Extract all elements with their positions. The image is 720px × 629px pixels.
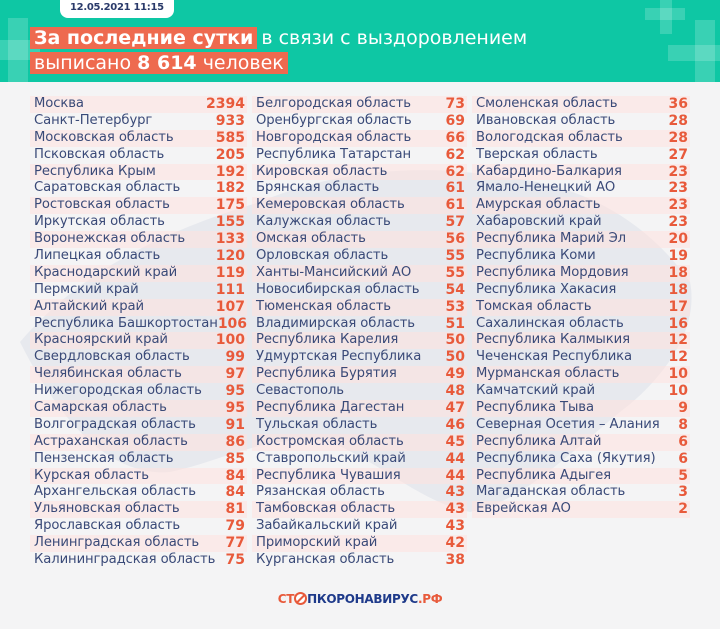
- recovered-count: 107: [215, 298, 245, 315]
- region-row: [30, 332, 247, 349]
- region-name: Курганская область: [256, 552, 395, 568]
- recovered-count: 38: [445, 552, 465, 569]
- region-row: [472, 130, 690, 147]
- recovered-count: 182: [215, 180, 245, 197]
- recovered-count: 27: [668, 146, 688, 163]
- region-row: [472, 468, 690, 485]
- region-name: Республика Хакасия: [476, 281, 617, 297]
- region-name: Республика Бурятия: [256, 366, 397, 382]
- recovered-count: 91: [225, 416, 245, 433]
- region-name: Чеченская Республика: [476, 349, 633, 365]
- region-row: [472, 180, 690, 197]
- plus-decoration-icon: [645, 8, 685, 20]
- recovered-count: 61: [445, 197, 465, 214]
- region-row: [472, 383, 690, 400]
- region-row: [472, 231, 690, 248]
- region-name: Ростовская область: [34, 197, 170, 213]
- recovered-count: 77: [225, 535, 245, 552]
- region-row: [472, 282, 690, 299]
- region-row: [252, 96, 467, 113]
- recovered-count: 50: [445, 349, 465, 366]
- region-row: [252, 316, 467, 333]
- region-row: [30, 451, 247, 468]
- region-row: [252, 501, 467, 518]
- region-name: Еврейская АО: [476, 501, 571, 517]
- region-name: Омская область: [256, 231, 366, 247]
- header-banner: [0, 0, 720, 82]
- region-row: [252, 518, 467, 535]
- recovered-count: 44: [445, 467, 465, 484]
- region-name: Республика Татарстан: [256, 146, 412, 162]
- region-name: Волгоградская область: [34, 416, 196, 432]
- region-name: Смоленская область: [476, 96, 618, 111]
- recovered-count: 100: [215, 332, 245, 349]
- recovered-count: 28: [668, 129, 688, 146]
- recovered-count: 85: [225, 450, 245, 467]
- region-name: Астраханская область: [34, 433, 188, 449]
- recovered-count: 56: [445, 231, 465, 248]
- region-row: [30, 113, 247, 130]
- region-name: Магаданская область: [476, 484, 626, 500]
- region-name: Республика Саха (Якутия): [476, 450, 656, 466]
- region-name: Московская область: [34, 129, 174, 145]
- recovered-count: 62: [445, 146, 465, 163]
- region-name: Рязанская область: [256, 484, 385, 500]
- region-name: Калужская область: [256, 214, 391, 230]
- footer-logo: [0, 592, 720, 606]
- title-rest: в связи с выздоровлением: [261, 27, 528, 49]
- recovered-count: 95: [225, 400, 245, 417]
- region-name: Санкт-Петербург: [34, 112, 153, 128]
- recovered-count: 23: [668, 197, 688, 214]
- region-row: [30, 434, 247, 451]
- region-name: Ханты-Мансийский АО: [256, 264, 412, 280]
- region-column-1: [30, 96, 247, 569]
- region-row: [252, 113, 467, 130]
- region-row: [252, 484, 467, 501]
- region-name: Костромская область: [256, 433, 404, 449]
- recovered-count: 19: [668, 248, 688, 265]
- region-name: Нижегородская область: [34, 383, 202, 399]
- region-row: [472, 417, 690, 434]
- region-row: [252, 147, 467, 164]
- recovered-count: 86: [225, 433, 245, 450]
- region-row: [252, 197, 467, 214]
- recovered-count: 28: [668, 112, 688, 129]
- recovered-count: 119: [215, 264, 245, 281]
- region-column-2: [252, 96, 467, 569]
- region-row: [252, 214, 467, 231]
- region-name: Сахалинская область: [476, 315, 624, 331]
- recovered-count: 42: [445, 535, 465, 552]
- region-row: [472, 147, 690, 164]
- region-row: [472, 349, 690, 366]
- recovered-count: 6: [678, 433, 688, 450]
- recovered-count: 62: [445, 163, 465, 180]
- region-row: [472, 299, 690, 316]
- region-name: Кемеровская область: [256, 197, 405, 213]
- region-name: Республика Коми: [476, 248, 596, 264]
- region-name: Брянская область: [256, 180, 380, 196]
- region-name: Свердловская область: [34, 349, 190, 365]
- region-name: Пензенская область: [34, 450, 174, 466]
- region-row: [252, 434, 467, 451]
- virus-stop-icon: [294, 592, 307, 605]
- recovered-count: 57: [445, 214, 465, 231]
- recovered-count: 50: [445, 332, 465, 349]
- recovered-count: 69: [445, 112, 465, 129]
- region-row: [30, 214, 247, 231]
- region-row: [30, 518, 247, 535]
- region-row: [252, 400, 467, 417]
- region-name: Новгородская область: [256, 129, 412, 145]
- recovered-count: 84: [225, 467, 245, 484]
- recovered-count: 12: [668, 332, 688, 349]
- region-name: Кабардино-Балкария: [476, 163, 622, 179]
- region-row: [472, 96, 690, 113]
- recovered-count: 175: [215, 197, 245, 214]
- region-row: [30, 468, 247, 485]
- region-row: [472, 434, 690, 451]
- region-row: [472, 248, 690, 265]
- region-row: [252, 282, 467, 299]
- recovered-count: 585: [215, 129, 245, 146]
- recovered-count: 49: [445, 366, 465, 383]
- recovered-count: 18: [668, 264, 688, 281]
- region-row: [30, 366, 247, 383]
- recovered-count: 75: [225, 552, 245, 569]
- region-name: Приморский край: [256, 535, 378, 551]
- region-row: [30, 231, 247, 248]
- recovered-count: 43: [445, 484, 465, 501]
- region-name: Тамбовская область: [256, 501, 396, 517]
- region-row: [30, 552, 247, 569]
- region-name: Удмуртская Республика: [256, 349, 422, 365]
- region-name: Иркутская область: [34, 214, 165, 230]
- recovered-count: 18: [668, 281, 688, 298]
- region-row: [252, 248, 467, 265]
- region-row: [472, 484, 690, 501]
- recovered-count: 120: [215, 248, 245, 265]
- region-row: [30, 265, 247, 282]
- recovered-count: 2394: [206, 96, 245, 112]
- region-row: [252, 164, 467, 181]
- region-row: [252, 366, 467, 383]
- region-name: Республика Калмыкия: [476, 332, 630, 348]
- recovered-count: 17: [668, 298, 688, 315]
- region-name: Ивановская область: [476, 112, 616, 128]
- region-name: Архангельская область: [34, 484, 196, 500]
- recovered-count: 133: [215, 231, 245, 248]
- region-row: [252, 468, 467, 485]
- region-row: [472, 316, 690, 333]
- recovered-count: 44: [445, 450, 465, 467]
- region-name: Белгородская область: [256, 96, 411, 111]
- recovered-count: 97: [225, 366, 245, 383]
- region-row: [30, 349, 247, 366]
- recovered-count: 43: [445, 501, 465, 518]
- region-row: [30, 147, 247, 164]
- recovered-count: 2: [678, 501, 688, 518]
- recovered-count: 12: [668, 349, 688, 366]
- recovered-count: 933: [215, 112, 245, 129]
- recovered-count: 66: [445, 129, 465, 146]
- region-name: Орловская область: [256, 248, 389, 264]
- region-name: Псковская область: [34, 146, 165, 162]
- region-row: [30, 417, 247, 434]
- region-row: [252, 349, 467, 366]
- title-suffix: человек: [202, 52, 284, 74]
- recovered-count: 23: [668, 180, 688, 197]
- region-row: [252, 535, 467, 552]
- recovered-count: 10: [668, 383, 688, 400]
- region-name: Севастополь: [256, 383, 344, 399]
- region-name: Ярославская область: [34, 518, 181, 534]
- title-line-2: [30, 50, 288, 76]
- region-row: [30, 484, 247, 501]
- logo-main: ПКОРОНАВИРУС: [307, 592, 418, 606]
- region-row: [30, 299, 247, 316]
- recovered-count: 6: [678, 450, 688, 467]
- plus-decoration-icon: [668, 45, 720, 61]
- title-prefix: выписано: [34, 52, 132, 74]
- recovered-count: 43: [445, 518, 465, 535]
- region-name: Республика Чувашия: [256, 467, 401, 483]
- region-row: [252, 383, 467, 400]
- region-name: Алтайский край: [34, 298, 144, 314]
- region-name: Тюменская область: [256, 298, 391, 314]
- region-name: Челябинская область: [34, 366, 182, 382]
- region-name: Ставропольский край: [256, 450, 406, 466]
- region-row: [472, 164, 690, 181]
- recovered-count: 8: [678, 416, 688, 433]
- recovered-count: 73: [445, 96, 465, 112]
- region-row: [30, 248, 247, 265]
- region-name: Республика Марий Эл: [476, 231, 627, 247]
- recovered-count: 55: [445, 248, 465, 265]
- date-badge: 12.05.2021 11:15: [60, 0, 174, 18]
- region-name: Новосибирская область: [256, 281, 420, 297]
- region-row: [252, 417, 467, 434]
- total-count: 8 614: [137, 52, 197, 74]
- region-name: Курская область: [34, 467, 149, 483]
- region-name: Республика Крым: [34, 163, 156, 179]
- region-row: [252, 180, 467, 197]
- recovered-count: 192: [215, 163, 245, 180]
- region-name: Амурская область: [476, 197, 601, 213]
- region-name: Оренбургская область: [256, 112, 412, 128]
- region-name: Ленинградская область: [34, 535, 200, 551]
- recovered-count: 36: [668, 96, 688, 112]
- recovered-count: 47: [445, 400, 465, 417]
- recovered-count: 81: [225, 501, 245, 518]
- recovered-count: 48: [445, 383, 465, 400]
- region-name: Саратовская область: [34, 180, 181, 196]
- region-row: [472, 501, 690, 518]
- region-name: Красноярский край: [34, 332, 168, 348]
- region-name: Республика Карелия: [256, 332, 399, 348]
- region-name: Забайкальский край: [256, 518, 398, 534]
- region-row: [472, 197, 690, 214]
- region-row: [30, 282, 247, 299]
- region-column-3: [472, 96, 690, 518]
- recovered-count: 84: [225, 484, 245, 501]
- region-row: [252, 552, 467, 569]
- recovered-count: 155: [215, 214, 245, 231]
- recovered-count: 55: [445, 264, 465, 281]
- region-row: [472, 265, 690, 282]
- region-name: Кировская область: [256, 163, 388, 179]
- region-row: [472, 451, 690, 468]
- recovered-count: 99: [225, 349, 245, 366]
- region-row: [252, 130, 467, 147]
- recovered-count: 16: [668, 315, 688, 332]
- region-row: [30, 164, 247, 181]
- region-name: Москва: [34, 96, 84, 111]
- region-name: Ямало-Ненецкий АО: [476, 180, 616, 196]
- region-row: [472, 400, 690, 417]
- recovered-count: 205: [215, 146, 245, 163]
- region-name: Тульская область: [256, 416, 378, 432]
- recovered-count: 95: [225, 383, 245, 400]
- logo-prefix: СТ: [277, 592, 295, 606]
- recovered-count: 54: [445, 281, 465, 298]
- recovered-count: 79: [225, 518, 245, 535]
- recovered-count: 10: [668, 366, 688, 383]
- region-row: [30, 501, 247, 518]
- region-row: [252, 299, 467, 316]
- region-row: [472, 366, 690, 383]
- region-name: Республика Адыгея: [476, 467, 611, 483]
- recovered-count: 5: [678, 467, 688, 484]
- region-row: [30, 130, 247, 147]
- region-name: Краснодарский край: [34, 264, 178, 280]
- recovered-count: 45: [445, 433, 465, 450]
- region-row: [252, 332, 467, 349]
- region-name: Калининградская область: [34, 552, 216, 568]
- region-row: [472, 214, 690, 231]
- recovered-count: 46: [445, 416, 465, 433]
- region-name: Республика Мордовия: [476, 264, 629, 280]
- title-line-1: [30, 25, 527, 51]
- region-row: [252, 231, 467, 248]
- logo-suffix: .РФ: [417, 592, 443, 606]
- region-name: Вологодская область: [476, 129, 623, 145]
- region-name: Пермский край: [34, 281, 139, 297]
- recovered-count: 9: [678, 400, 688, 417]
- recovered-count: 61: [445, 180, 465, 197]
- region-name: Республика Дагестан: [256, 400, 405, 416]
- region-name: Владимирская область: [256, 315, 415, 331]
- region-row: [30, 400, 247, 417]
- region-name: Липецкая область: [34, 248, 161, 264]
- region-name: Камчатский край: [476, 383, 595, 399]
- recovered-count: 23: [668, 214, 688, 231]
- region-row: [252, 451, 467, 468]
- region-row: [252, 265, 467, 282]
- region-row: [30, 316, 247, 333]
- region-name: Республика Алтай: [476, 433, 602, 449]
- title-highlight: За последние сутки: [34, 27, 254, 49]
- recovered-count: 53: [445, 298, 465, 315]
- region-name: Республика Тыва: [476, 400, 594, 416]
- recovered-count: 20: [668, 231, 688, 248]
- region-name: Республика Башкортостан: [34, 315, 218, 331]
- region-row: [472, 113, 690, 130]
- recovered-count: 106: [217, 315, 248, 332]
- region-name: Томская область: [476, 298, 592, 314]
- recovered-count: 3: [678, 484, 688, 501]
- recovered-count: 51: [445, 315, 465, 332]
- region-row: [30, 383, 247, 400]
- region-name: Ульяновская область: [34, 501, 180, 517]
- region-row: [30, 96, 247, 113]
- region-name: Северная Осетия – Алания: [476, 416, 660, 432]
- region-name: Воронежская область: [34, 231, 186, 247]
- region-name: Хабаровский край: [476, 214, 602, 230]
- region-row: [30, 197, 247, 214]
- region-row: [30, 180, 247, 197]
- recovered-count: 23: [668, 163, 688, 180]
- recovered-count: 111: [215, 281, 245, 298]
- region-row: [30, 535, 247, 552]
- region-name: Мурманская область: [476, 366, 620, 382]
- region-row: [472, 332, 690, 349]
- region-name: Тверская область: [476, 146, 598, 162]
- region-name: Самарская область: [34, 400, 167, 416]
